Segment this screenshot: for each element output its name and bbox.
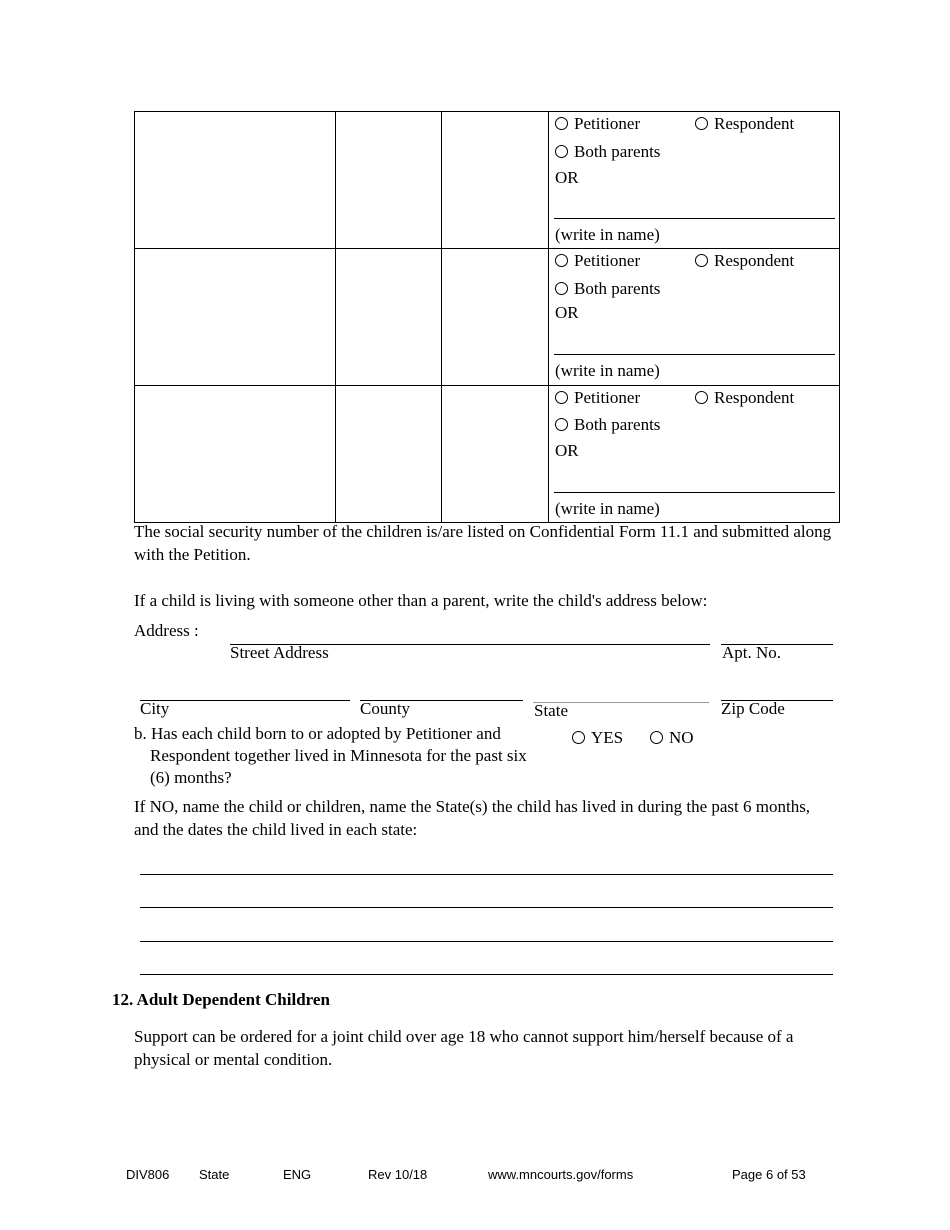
footer-form-id: DIV806 [126, 1167, 170, 1182]
state-history-line[interactable] [140, 907, 833, 908]
if-no-instruction: If NO, name the child or children, name the State(s) the child has lived in during the past 6 months, and the dates the child lived in each state: [134, 797, 811, 839]
state-history-line[interactable] [140, 941, 833, 942]
state-history-line[interactable] [140, 974, 833, 975]
address-label: Address : [134, 621, 199, 640]
write-in-label: (write in name) [555, 499, 660, 518]
option-both-parents[interactable]: Both parents [555, 415, 660, 435]
radio-icon[interactable] [555, 282, 568, 295]
section-12-text: Support can be ordered for a joint child over age 18 who cannot support him/herself because of a physical or mental condition. [134, 1027, 794, 1069]
radio-icon[interactable] [650, 731, 663, 744]
street-address-label: Street Address [230, 643, 329, 662]
write-in-line[interactable] [554, 218, 835, 219]
zip-code-label: Zip Code [721, 699, 785, 718]
write-in-label: (write in name) [555, 361, 660, 380]
footer-page-number: Page 6 of 53 [732, 1167, 806, 1182]
child-name-cell[interactable] [135, 386, 336, 523]
city-line[interactable] [140, 700, 350, 701]
question-b-line3: (6) months? [150, 768, 232, 787]
lives-with-cell [549, 386, 840, 523]
radio-icon[interactable] [555, 391, 568, 404]
write-in-line[interactable] [554, 354, 835, 355]
or-label: OR [555, 441, 579, 460]
question-b-line1: b. Has each child born to or adopted by Petitioner and [134, 724, 501, 743]
child-name-cell[interactable] [135, 249, 336, 386]
write-in-label: (write in name) [555, 225, 660, 244]
radio-icon[interactable] [555, 145, 568, 158]
children-table [134, 111, 840, 523]
footer-revision: Rev 10/18 [368, 1167, 428, 1182]
option-respondent[interactable]: Respondent [695, 114, 794, 134]
state-label: State [534, 701, 568, 720]
lives-with-cell [549, 112, 840, 249]
footer-language: ENG [283, 1167, 312, 1182]
lives-with-cell [549, 249, 840, 386]
option-petitioner[interactable]: Petitioner [555, 388, 640, 408]
or-label: OR [555, 168, 579, 187]
option-respondent[interactable]: Respondent [695, 388, 794, 408]
footer-url[interactable]: www.mncourts.gov/forms [488, 1167, 634, 1182]
option-both-parents[interactable]: Both parents [555, 142, 660, 162]
write-in-line[interactable] [554, 492, 835, 493]
child-birthdate-cell[interactable] [336, 112, 442, 249]
option-both-parents[interactable]: Both parents [555, 279, 660, 299]
child-birthdate-cell[interactable] [336, 249, 442, 386]
address-instruction: If a child is living with someone other than a parent, write the child's address below: [134, 591, 708, 610]
option-no[interactable]: NO [650, 728, 694, 748]
ssn-note: The social security number of the children is/are listed on Confidential Form 11.1 and submitted along with the Petition. [134, 522, 832, 564]
radio-icon[interactable] [555, 254, 568, 267]
child-age-cell[interactable] [442, 112, 549, 249]
radio-icon[interactable] [695, 254, 708, 267]
radio-icon[interactable] [555, 418, 568, 431]
table-row [135, 112, 840, 249]
section-12-heading: 12. Adult Dependent Children [112, 990, 330, 1009]
county-label: County [360, 699, 411, 718]
option-yes[interactable]: YES [572, 728, 623, 748]
child-age-cell[interactable] [442, 249, 549, 386]
option-petitioner[interactable]: Petitioner [555, 114, 640, 134]
question-b-line2: Respondent together lived in Minnesota for the past six [150, 746, 527, 765]
table-row [135, 249, 840, 386]
or-label: OR [555, 303, 579, 322]
table-row [135, 386, 840, 523]
child-name-cell[interactable] [135, 112, 336, 249]
child-birthdate-cell[interactable] [336, 386, 442, 523]
radio-icon[interactable] [695, 391, 708, 404]
radio-icon[interactable] [555, 117, 568, 130]
state-history-line[interactable] [140, 874, 833, 875]
city-label: City [140, 699, 170, 718]
option-respondent[interactable]: Respondent [695, 251, 794, 271]
apt-number-label: Apt. No. [722, 643, 782, 662]
option-petitioner[interactable]: Petitioner [555, 251, 640, 271]
radio-icon[interactable] [572, 731, 585, 744]
child-age-cell[interactable] [442, 386, 549, 523]
footer-type: State [199, 1167, 230, 1182]
radio-icon[interactable] [695, 117, 708, 130]
